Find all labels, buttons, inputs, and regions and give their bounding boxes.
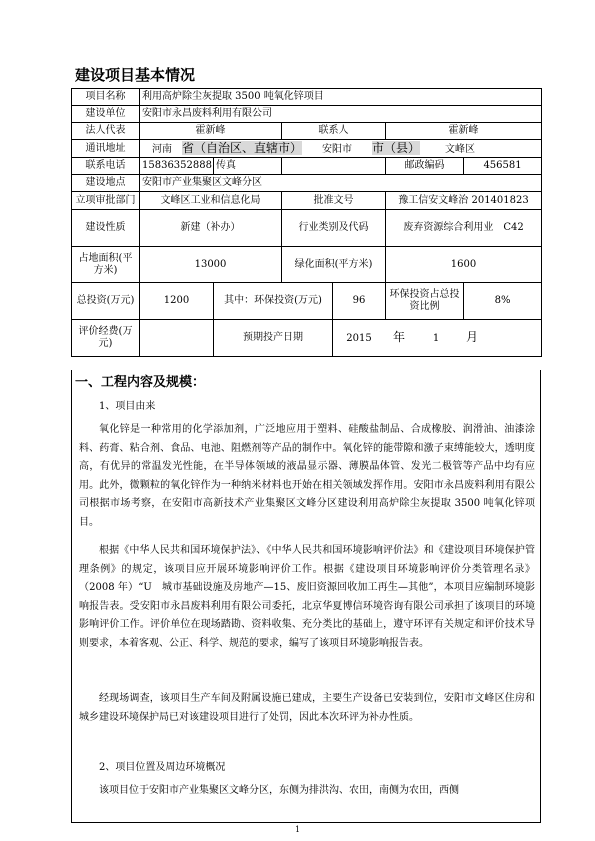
row-phone bbox=[72, 158, 542, 175]
postal-label: 邮政编码 bbox=[386, 158, 464, 175]
industry-label: 行业类别及代码 bbox=[282, 210, 386, 247]
industry-value: 废弃资源综合利用业 C42 bbox=[386, 210, 542, 247]
project-name-value: 利用高炉除尘灰提取 3500 吨氧化锌项目 bbox=[140, 89, 542, 106]
address-label: 通讯地址 bbox=[72, 140, 140, 158]
contact-label: 联系人 bbox=[282, 123, 386, 140]
fax-label: 传真 bbox=[214, 158, 282, 175]
prod-date-value bbox=[333, 320, 542, 357]
row-address bbox=[72, 140, 542, 158]
addr-province: 河南 bbox=[152, 143, 172, 155]
row-invest bbox=[72, 283, 542, 320]
env-ratio-label: 环保投资占总投资比例 bbox=[386, 283, 464, 320]
approval-dept-label: 立项审批部门 bbox=[72, 192, 140, 210]
row-legal bbox=[72, 123, 542, 140]
page-title: 建设项目基本情况 bbox=[75, 66, 196, 84]
eval-fee-label: 评价经费(万元) bbox=[72, 320, 140, 357]
prod-month: 1 bbox=[432, 333, 440, 344]
address-value bbox=[140, 140, 542, 158]
prod-date-label: 预期投产日期 bbox=[214, 320, 333, 357]
paragraph-zinc-oxide: 氧化锌是一种常用的化学添加剂，广泛地应用于塑料、硅酸盐制品、合成橡胶、润滑油、油漆涂料、药膏、粘合剂、食品、电池、阻燃剂等产品的制作中。氧化锌的能带隙和激子束缚能较大，透明度高，有优异的常温发光性能，在半导体领域的液晶显示器、薄膜晶体管、发光二极管等产品中均有应用。此外，微颗粒的氧化锌作为一种纳米材料也开始在相关领域发挥作用。安阳市永昌废料利用有限公司根据市场考察，在安阳市高新技术产业集聚区文峰分区建设利用高炉除尘灰提取 3500 吨氧化锌项目。 bbox=[79, 424, 535, 528]
eval-fee-value bbox=[140, 320, 214, 357]
project-name-label: 项目名称 bbox=[72, 89, 140, 106]
row-project-name bbox=[72, 89, 542, 106]
legal-value: 霍新峰 bbox=[140, 123, 282, 140]
project-info-table bbox=[71, 88, 542, 357]
paragraph-survey: 经现场调查，该项目生产车间及附属设施已建成，主要生产设备已安装到位，安阳市文峰区住房和城乡建设环境保护局已对该建设项目进行了处罚，因此本次环评为补办性质。 bbox=[79, 693, 535, 723]
site-value: 安阳市产业集聚区文峰分区 bbox=[140, 175, 542, 192]
prod-year: 2015 bbox=[346, 333, 372, 344]
env-invest-label: 其中：环保投资(万元) bbox=[214, 283, 333, 320]
area-value: 13000 bbox=[140, 247, 282, 283]
subheading-origin: 1、项目由来 bbox=[99, 401, 156, 412]
subheading-location: 2、项目位置及周边环境概况 bbox=[99, 762, 226, 773]
legal-label: 法人代表 bbox=[72, 123, 140, 140]
nature-value: 新建（补办） bbox=[140, 210, 282, 247]
invest-value: 1200 bbox=[140, 283, 214, 320]
section-heading: 一、工程内容及规模： bbox=[75, 375, 206, 390]
unit-value: 安阳市永昌废料利用有限公司 bbox=[140, 106, 542, 123]
page-number: 1 bbox=[294, 825, 301, 834]
addr-district: 文峰区 bbox=[445, 143, 476, 155]
env-ratio-value: 8% bbox=[464, 283, 542, 320]
approval-dept-value: 文峰区工业和信息化局 bbox=[140, 192, 282, 210]
env-invest-value: 96 bbox=[333, 283, 386, 320]
addr-city: 安阳市 bbox=[322, 143, 353, 155]
approval-no-value: 豫工信安文峰治 201401823 bbox=[386, 192, 542, 210]
postal-value: 456581 bbox=[464, 158, 542, 175]
addr-city-unit: 市（县） bbox=[372, 140, 421, 155]
row-approval bbox=[72, 192, 542, 210]
green-label: 绿化面积(平方米) bbox=[282, 247, 386, 283]
area-label: 占地面积(平方米) bbox=[72, 247, 140, 283]
site-label: 建设地点 bbox=[72, 175, 140, 192]
prod-month-unit: 月 bbox=[465, 330, 478, 344]
paragraph-regulations: 根据《中华人民共和国环境保护法》、《中华人民共和国环境影响评价法》和《建设项目环境保护管理条例》的规定，该项目应开展环境影响评价工作。根据《建设项目环境影响评价分类管理名录》（2008 年）“U 城市基础设施及房地产—15、废旧资源回收加工再生—其他”，本项目应编制环境影响报告表。受安阳市永昌废料利用有限公司委托，北京华夏博信环境咨询有限公司承担了该项目的环境影响评价工作。评价单位在现场踏勘、资料收集、充分类比的基础上，遵守环评有关规定和评价技术导则要求，本着客观、公正、科学、规范的要求，编写了该项目环境影响报告表。 bbox=[79, 545, 535, 649]
row-nature bbox=[72, 210, 542, 247]
row-site bbox=[72, 175, 542, 192]
green-value: 1600 bbox=[386, 247, 542, 283]
fax-value bbox=[282, 158, 386, 175]
approval-no-label: 批准文号 bbox=[282, 192, 386, 210]
row-unit bbox=[72, 106, 542, 123]
unit-label: 建设单位 bbox=[72, 106, 140, 123]
prod-year-unit: 年 bbox=[392, 330, 405, 344]
invest-label: 总投资(万元) bbox=[72, 283, 140, 320]
paragraph-location: 该项目位于安阳市产业集聚区文峰分区，东侧为排洪沟、农田，南侧为农田，西侧 bbox=[99, 785, 459, 796]
phone-value: 15836352888 bbox=[140, 158, 214, 175]
phone-label: 联系电话 bbox=[72, 158, 140, 175]
row-fee bbox=[72, 320, 542, 357]
row-area bbox=[72, 247, 542, 283]
nature-label: 建设性质 bbox=[72, 210, 140, 247]
addr-province-unit: 省（自治区、直辖市） bbox=[182, 140, 303, 155]
contact-value: 霍新峰 bbox=[386, 123, 542, 140]
